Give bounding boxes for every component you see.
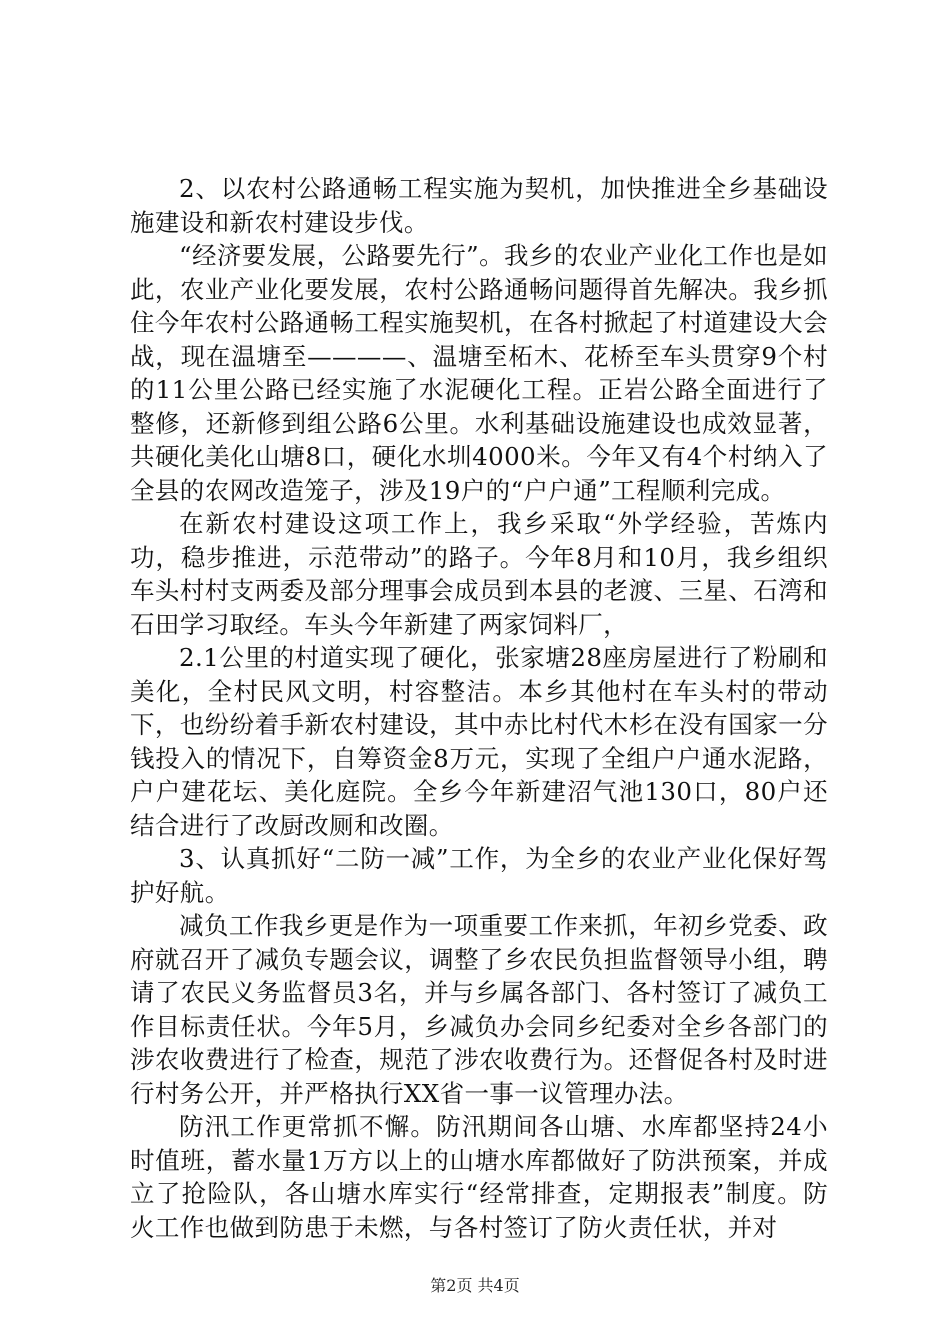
paragraph-cheto-village: 2.1公里的村道实现了硬化，张家塘28座房屋进行了粉刷和美化，全村民风文明，村容整洁。本乡其他村在车头村的带动下，也纷纷着手新农村建设，其中赤比村代木杉在没有国家一分钱投入的情况下，自筹资金8万元，实现了全组户户通水泥路，户户建花坛、美化庭院。全乡今年新建沼气池130口，80户还结合进行了改厨改厕和改圈。 bbox=[130, 643, 828, 840]
paragraph-burden-reduction: 减负工作我乡更是作为一项重要工作来抓，年初乡党委、政府就召开了减负专题会议，调整了乡农民负担监督领导小组，聘请了农民义务监督员3名，并与乡属各部门、各村签订了减负工作目标责任状。今年5月，乡减负办会同乡纪委对全乡各部门的涉农收费进行了检查，规范了涉农收费行为。还督促各村及时进行村务公开，并严格执行XX省一事一议管理办法。 bbox=[130, 911, 828, 1108]
section-heading-3: 3、认真抓好“二防一减”工作，为全乡的农业产业化保好驾护好航。 bbox=[130, 844, 828, 907]
section-heading-2: 2、以农村公路通畅工程实施为契机，加快推进全乡基础设施建设和新农村建设步伐。 bbox=[130, 174, 828, 237]
paragraph-new-countryside: 在新农村建设这项工作上，我乡采取“外学经验，苦炼内功，稳步推进，示范带动”的路子。今年8月和10月，我乡组织车头村村支两委及部分理事会成员到本县的老渡、三星、石湾和石田学习取经。车头今年新建了两家饲料厂， bbox=[130, 509, 828, 639]
paragraph-flood-fire-prevention: 防汛工作更常抓不懈。防汛期间各山塘、水库都坚持24小时值班，蓄水量1万方以上的山塘水库都做好了防洪预案，并成立了抢险队，各山塘水库实行“经常排查，定期报表”制度。防火工作也做到防患于未燃，与各村签订了防火责任状，并对 bbox=[130, 1112, 828, 1242]
paragraph-roads: “经济要发展，公路要先行”。我乡的农业产业化工作也是如此，农业产业化要发展，农村公路通畅问题得首先解决。我乡抓住今年农村公路通畅工程实施契机，在各村掀起了村道建设大会战，现在温塘至————、温塘至柘木、花桥至车头贯穿9个村的11公里公路已经实施了水泥硬化工程。正岩公路全面进行了整修，还新修到组公路6公里。水利基础设施建设也成效显著，共硬化美化山塘8口，硬化水圳4000米。今年又有4个村纳入了全县的农网改造笼子，涉及19户的“户户通”工程顺利完成。 bbox=[130, 241, 828, 505]
page-footer: 第2页 共4页 bbox=[430, 1276, 520, 1295]
document-body bbox=[130, 172, 828, 1244]
